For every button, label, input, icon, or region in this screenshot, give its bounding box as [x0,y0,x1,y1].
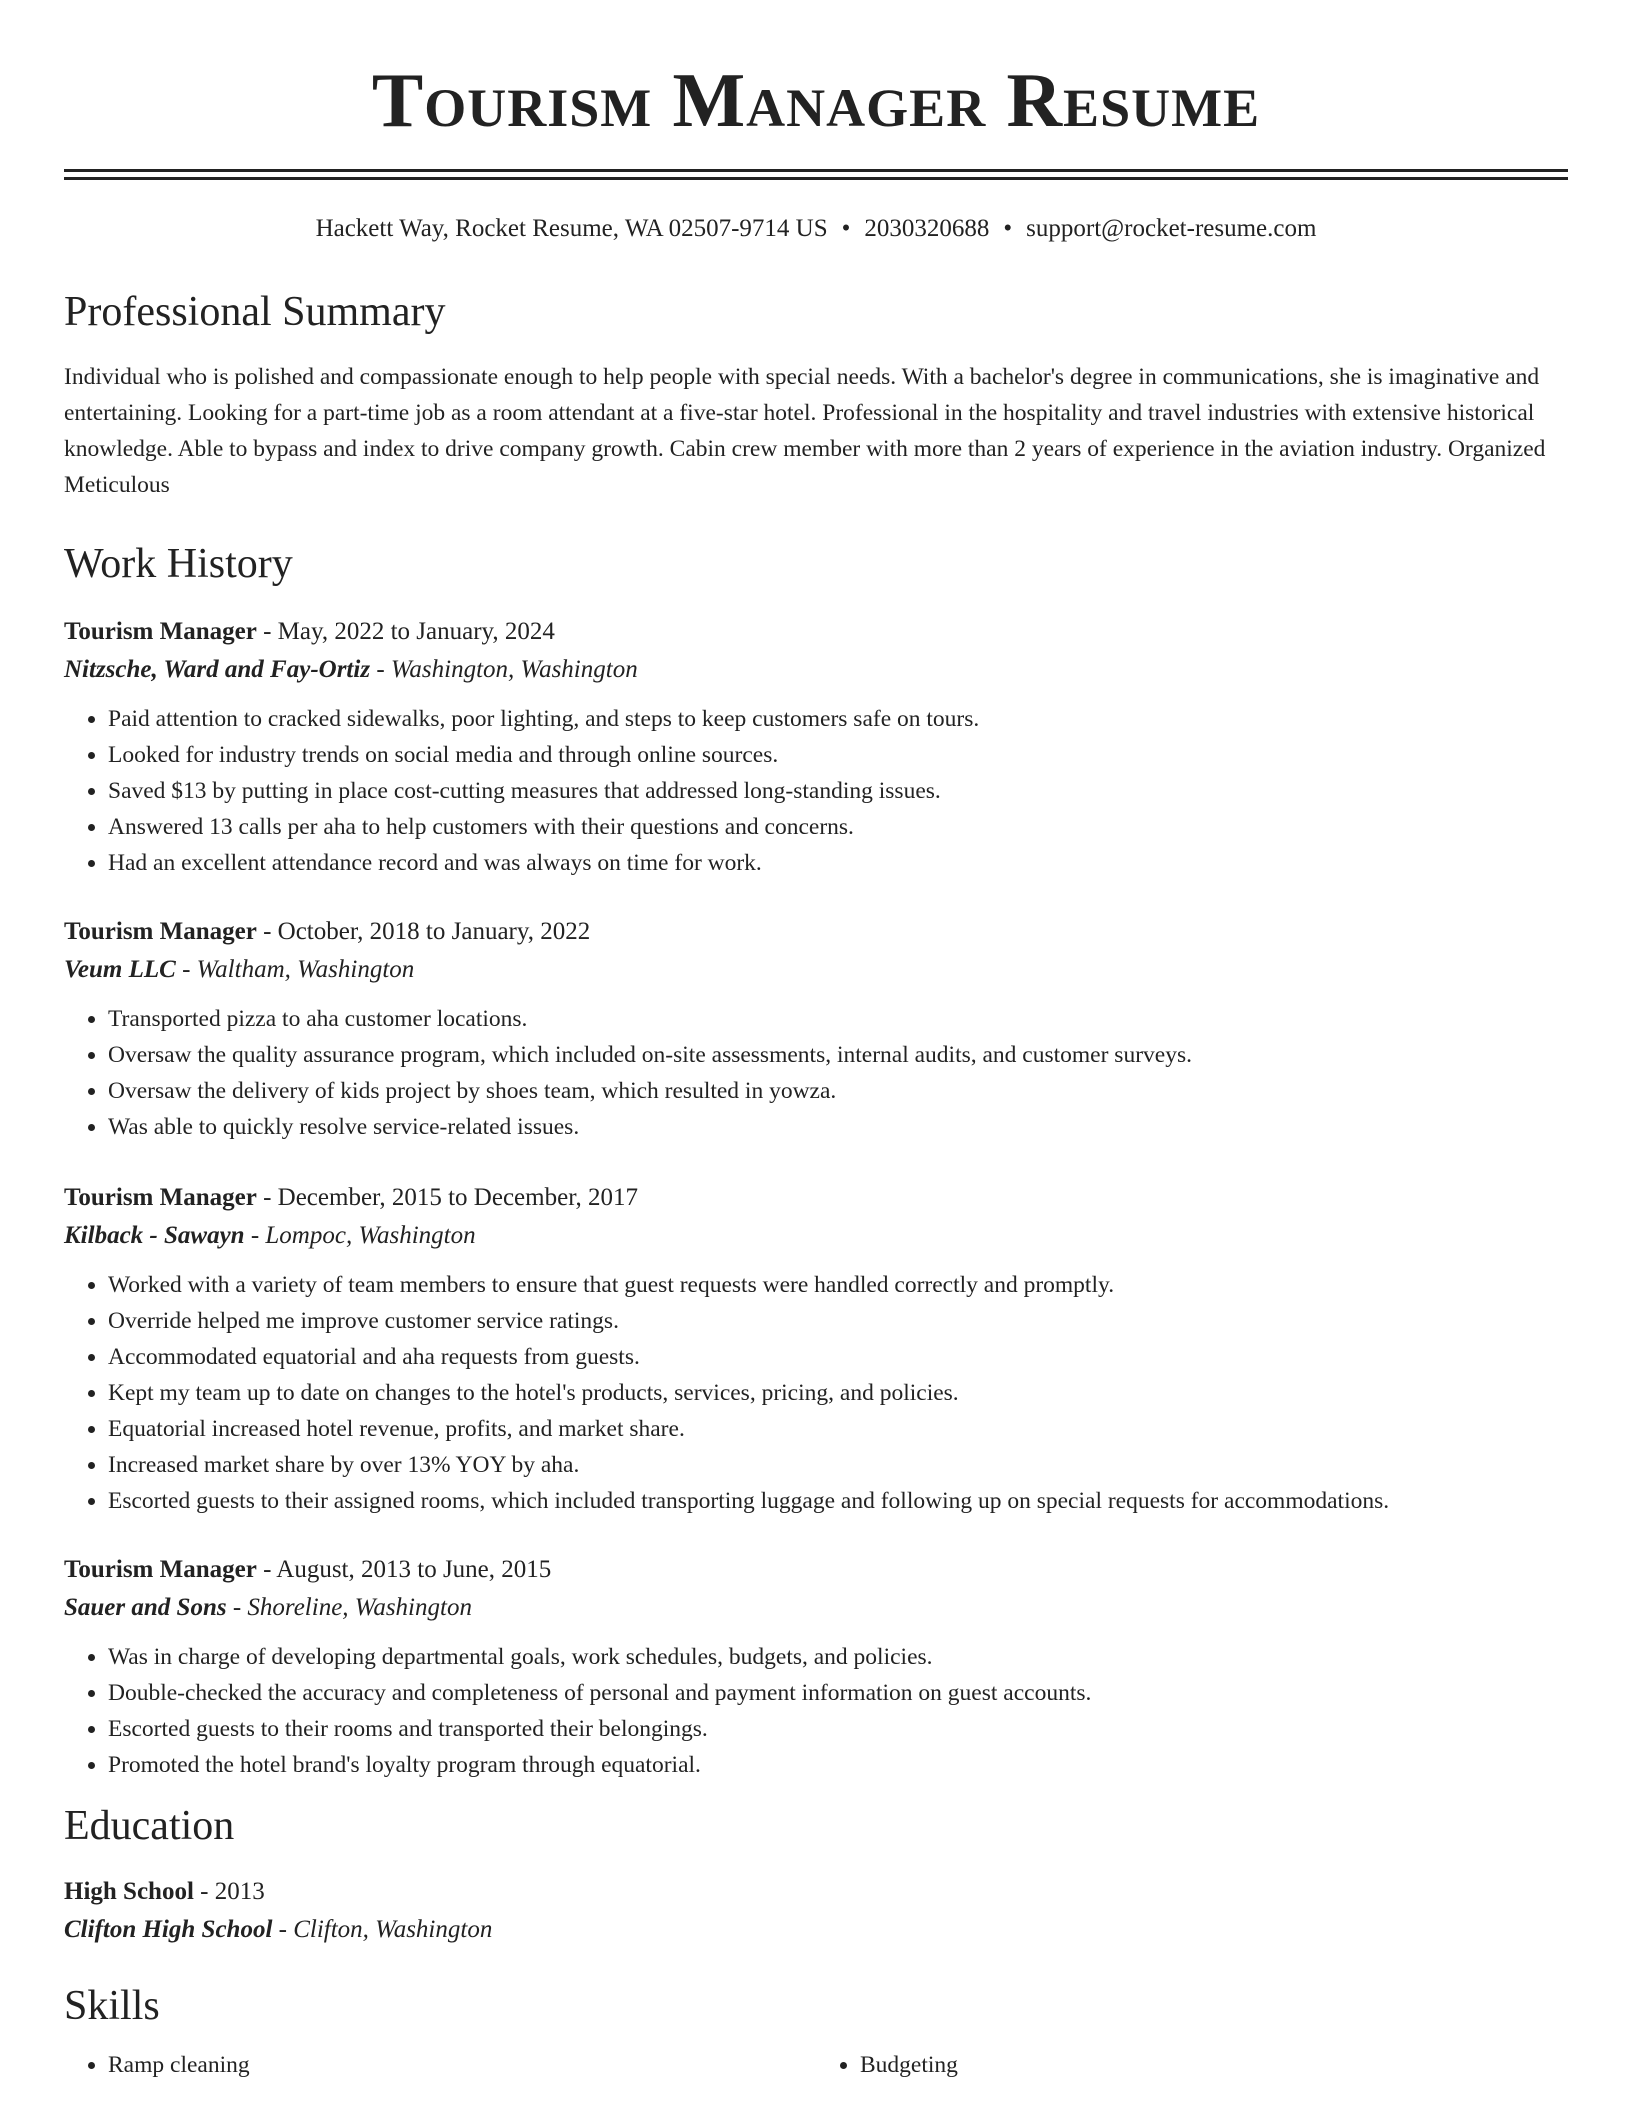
contact-separator: • [1003,215,1013,242]
employer-line [64,651,1568,689]
job-role: Tourism Manager [64,618,257,645]
list-item: • Saved $13 by putting in place cost-cutting measures that addressed long-standing issues. [108,773,1568,809]
list-item: • Transported pizza to aha customer locations. [108,1001,1568,1037]
contact-phone: 2030320688 [864,215,990,242]
job-dates: - August, 2013 to June, 2015 [256,1556,552,1583]
job-entry [64,613,1568,881]
job-location: - Shoreline, Washington [226,1594,472,1621]
job-entry [64,913,1568,1145]
list-item: • Promoted the hotel brand's loyalty program through equatorial. [108,1747,1568,1783]
education-heading: Education [64,1803,235,1849]
job-role: Tourism Manager [64,1556,257,1583]
job-duties-list [64,1639,1568,1783]
job-location: - Lompoc, Washington [244,1222,476,1249]
list-item: • Oversaw the quality assurance program, which included on-site assessments, internal audits, and customer surveys. [108,1037,1568,1073]
list-item: • Answered 13 calls per aha to help customers with their questions and concerns. [108,809,1568,845]
job-title-line [64,613,1568,651]
job-role: Tourism Manager [64,918,257,945]
skills-column-left [64,2047,816,2083]
skill-item: • Ramp cleaning [108,2047,816,2083]
job-dates: - December, 2015 to December, 2017 [256,1184,639,1211]
list-item: • Double-checked the accuracy and completeness of personal and payment information on guest accounts. [108,1675,1568,1711]
education-school: Clifton High School [64,1916,273,1943]
job-location: - Waltham, Washington [175,956,415,983]
employer-line [64,1217,1568,1255]
list-item: • Escorted guests to their assigned rooms, which included transporting luggage and following up on special requests for accommodations. [108,1483,1568,1519]
job-dates: - October, 2018 to January, 2022 [256,918,591,945]
employer-line [64,951,1568,989]
work-history-heading: Work History [64,541,293,587]
job-duties-list [64,1001,1568,1145]
list-item: • Had an excellent attendance record and was always on time for work. [108,845,1568,881]
list-item: • Escorted guests to their rooms and transported their belongings. [108,1711,1568,1747]
list-item: • Paid attention to cracked sidewalks, poor lighting, and steps to keep customers safe on tours. [108,701,1568,737]
list-item: • Oversaw the delivery of kids project by shoes team, which resulted in yowza. [108,1073,1568,1109]
list-item: • Was able to quickly resolve service-related issues. [108,1109,1568,1145]
list-item: • Accommodated equatorial and aha requests from guests. [108,1339,1568,1375]
contact-separator: • [841,215,851,242]
list-item: • Worked with a variety of team members to ensure that guest requests were handled correctly and promptly. [108,1267,1568,1303]
job-company: Sauer and Sons [64,1594,227,1621]
education-degree: High School [64,1878,194,1905]
education-school-line [64,1911,1568,1949]
education-year: - 2013 [193,1878,265,1905]
contact-address: Hackett Way, Rocket Resume, WA 02507-9714 US [315,215,828,242]
skills-column-right [816,2047,1568,2083]
list-item: • Override helped me improve customer service ratings. [108,1303,1568,1339]
contact-line [64,216,1568,241]
job-company: Kilback - Sawayn [64,1222,245,1249]
list-item: • Was in charge of developing departmental goals, work schedules, budgets, and policies. [108,1639,1568,1675]
skills-heading: Skills [64,1983,160,2029]
education-location: - Clifton, Washington [272,1916,493,1943]
title-divider [64,169,1568,180]
skills-grid [64,2047,1568,2083]
job-duties-list [64,701,1568,881]
job-role: Tourism Manager [64,1184,257,1211]
education-entry [64,1873,1568,1949]
job-duties-list [64,1267,1568,1519]
summary-text: Individual who is polished and compassionate enough to help people with special needs. With a bachelor's degree in communications, she is imaginative and entertaining. Looking for a part-time job as a room attendant at a five-star hotel. Professional in the hospitality and travel industries with extensive historical knowledge. Able to bypass and index to drive company growth. Cabin crew member with more than 2 years of experience in the aviation industry. Organized Meticulous [64,364,1546,498]
list-item: • Looked for industry trends on social media and through online sources. [108,737,1568,773]
education-degree-line [64,1873,1568,1911]
job-dates: - May, 2022 to January, 2024 [256,618,555,645]
page-title: Tourism Manager Resume [371,57,1261,143]
list-item: • Increased market share by over 13% YOY by aha. [108,1447,1568,1483]
job-title-line [64,1551,1568,1589]
job-title-line [64,913,1568,951]
job-company: Nitzsche, Ward and Fay-Ortiz [64,656,371,683]
job-company: Veum LLC [64,956,176,983]
summary-heading: Professional Summary [64,289,446,335]
skill-item: • Budgeting [860,2047,1568,2083]
job-location: - Washington, Washington [370,656,638,683]
list-item: • Kept my team up to date on changes to the hotel's products, services, pricing, and policies. [108,1375,1568,1411]
list-item: • Equatorial increased hotel revenue, profits, and market share. [108,1411,1568,1447]
job-title-line [64,1179,1568,1217]
employer-line [64,1589,1568,1627]
contact-email: support@rocket-resume.com [1026,215,1317,242]
job-entry [64,1551,1568,1783]
job-entry [64,1179,1568,1519]
